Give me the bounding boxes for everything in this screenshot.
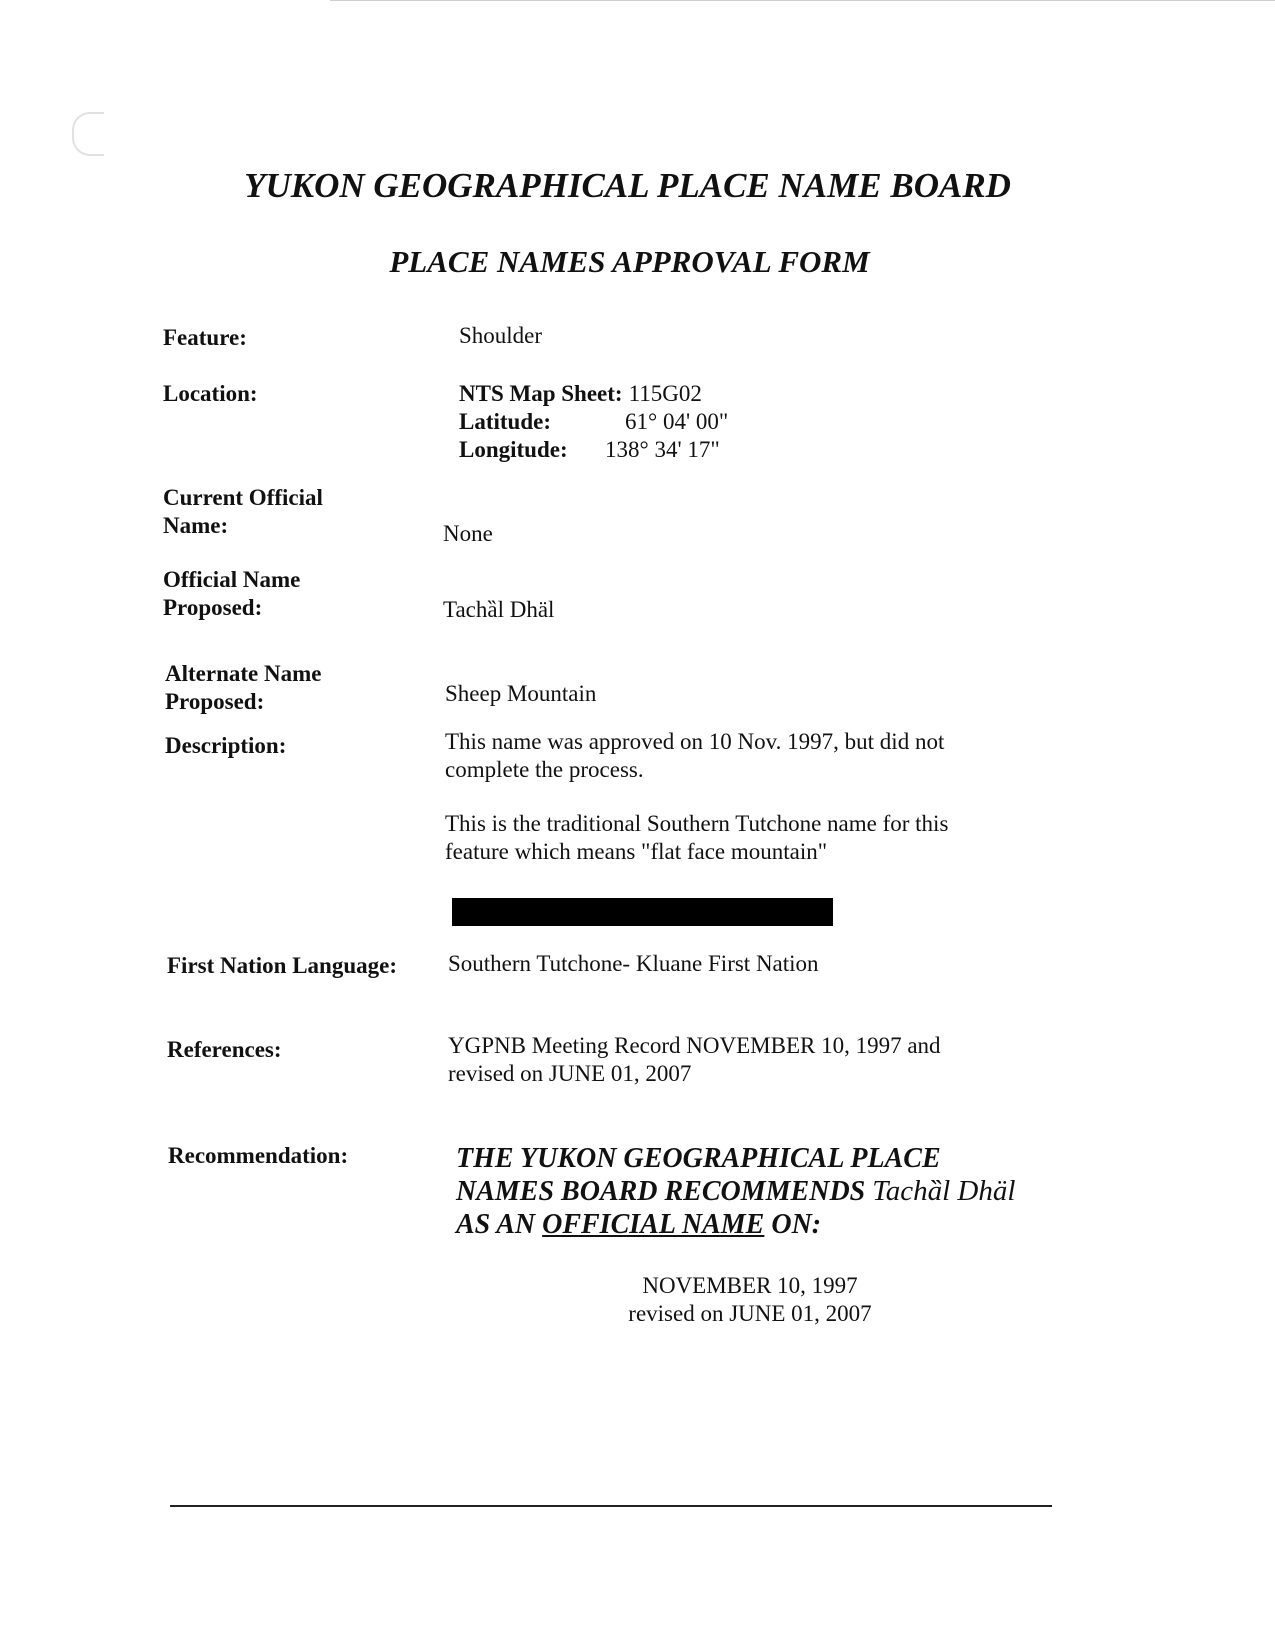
alternate-name-proposed-label-line2: Proposed: bbox=[165, 689, 265, 714]
feature-label: Feature: bbox=[163, 325, 247, 350]
map-sheet-label: NTS Map Sheet: bbox=[459, 381, 623, 406]
recommended-name: Tachȁl Dhäl bbox=[872, 1175, 1016, 1207]
signature-line bbox=[170, 1505, 1052, 1507]
first-nation-language-value: Southern Tutchone- Kluane First Nation bbox=[448, 951, 819, 976]
description-label: Description: bbox=[165, 733, 287, 758]
recommendation-date: NOVEMBER 10, 1997 bbox=[642, 1273, 858, 1298]
recommendation-label: Recommendation: bbox=[168, 1143, 349, 1168]
longitude-value: 138° 34' 17" bbox=[605, 437, 720, 462]
scan-punch-mark bbox=[72, 112, 104, 156]
official-name-underlined: OFFICIAL NAME bbox=[542, 1209, 765, 1240]
references-line2: revised on JUNE 01, 2007 bbox=[448, 1061, 692, 1086]
references-line1: YGPNB Meeting Record NOVEMBER 10, 1997 and bbox=[448, 1033, 941, 1058]
official-name-proposed-label-line2: Proposed: bbox=[163, 595, 263, 620]
form-title: PLACE NAMES APPROVAL FORM bbox=[389, 244, 870, 279]
latitude-value: 61° 04' 00" bbox=[625, 409, 729, 434]
longitude-row bbox=[459, 436, 728, 464]
alternate-name-proposed-label bbox=[165, 660, 321, 716]
map-sheet-row bbox=[459, 380, 728, 408]
current-official-name-label-line1: Current Official bbox=[163, 485, 323, 510]
first-nation-language-label: First Nation Language: bbox=[167, 953, 397, 978]
description-para2-line2: feature which means "flat face mountain" bbox=[445, 839, 828, 864]
description-para2-line1: This is the traditional Southern Tutchone name for this bbox=[445, 811, 949, 836]
latitude-row bbox=[459, 408, 728, 436]
location-label: Location: bbox=[163, 381, 258, 406]
board-title: YUKON GEOGRAPHICAL PLACE NAME BOARD bbox=[244, 166, 1011, 205]
redaction-bar bbox=[452, 898, 833, 926]
description-para1-line2: complete the process. bbox=[445, 757, 644, 782]
recommendation-statement bbox=[456, 1142, 1076, 1241]
longitude-label: Longitude: bbox=[459, 437, 568, 462]
description-para1-line1: This name was approved on 10 Nov. 1997, but did not bbox=[445, 729, 945, 754]
feature-value: Shoulder bbox=[459, 323, 543, 348]
current-official-name-label bbox=[163, 484, 323, 540]
alternate-name-proposed-value: Sheep Mountain bbox=[445, 681, 597, 706]
official-name-proposed-label bbox=[163, 566, 300, 622]
recommendation-dates bbox=[560, 1272, 940, 1328]
references-label: References: bbox=[167, 1037, 282, 1062]
recommendation-line2 bbox=[456, 1175, 1076, 1208]
official-name-proposed-value: Tachȁl Dhäl bbox=[443, 597, 555, 622]
map-sheet-value: 115G02 bbox=[628, 381, 702, 406]
latitude-label: Latitude: bbox=[459, 409, 551, 434]
alternate-name-proposed-label-line1: Alternate Name bbox=[165, 661, 322, 686]
scan-edge-line bbox=[330, 0, 1275, 1]
recommendation-line3-prefix: AS AN bbox=[456, 1209, 536, 1240]
recommendation-line1: THE YUKON GEOGRAPHICAL PLACE bbox=[456, 1143, 941, 1174]
current-official-name-value: None bbox=[443, 521, 493, 546]
recommendation-line3-suffix: ON: bbox=[771, 1209, 822, 1240]
recommendation-line2-prefix: NAMES BOARD RECOMMENDS bbox=[456, 1176, 866, 1207]
recommendation-revised-date: revised on JUNE 01, 2007 bbox=[628, 1301, 872, 1326]
references-value bbox=[448, 1032, 941, 1088]
recommendation-line3 bbox=[456, 1208, 1076, 1241]
current-official-name-label-line2: Name: bbox=[163, 513, 229, 538]
description-para2 bbox=[445, 810, 948, 866]
description-para1 bbox=[445, 728, 944, 784]
official-name-proposed-label-line1: Official Name bbox=[163, 567, 301, 592]
location-block bbox=[459, 380, 728, 464]
